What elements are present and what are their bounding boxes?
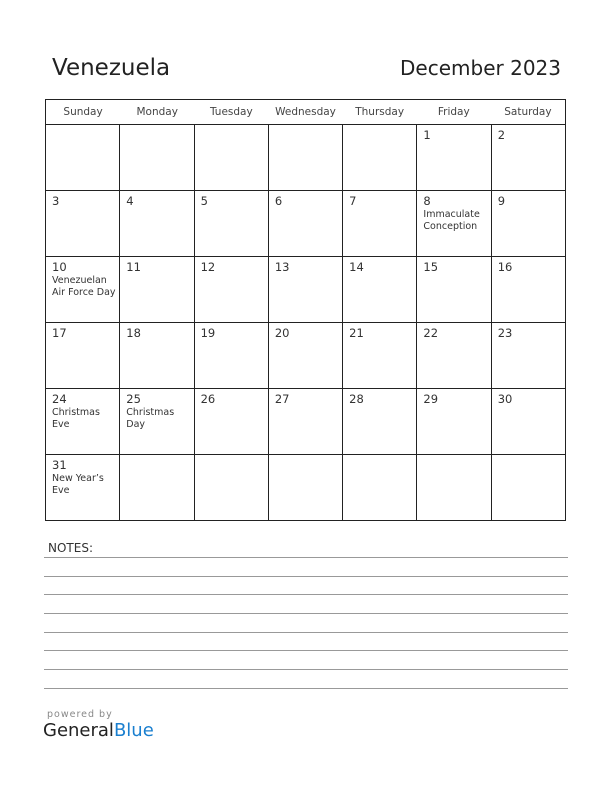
month-title: December 2023 — [400, 56, 561, 80]
holiday-label: New Year’s Eve — [52, 473, 104, 496]
day-cell — [120, 257, 194, 322]
day-cell — [492, 389, 565, 454]
day-number: 1 — [423, 128, 431, 142]
weekday-monday: Monday — [136, 106, 178, 118]
day-number: 28 — [349, 392, 364, 406]
weekday-friday: Friday — [437, 106, 470, 118]
holiday-label: Christmas Eve — [52, 407, 100, 430]
day-cell — [269, 389, 343, 454]
day-number: 12 — [200, 260, 216, 274]
day-number: 7 — [349, 194, 357, 208]
day-number: 21 — [349, 326, 364, 340]
weekday-wednesday: Wednesday — [275, 106, 336, 118]
day-number: 16 — [497, 260, 513, 274]
notes-line — [44, 669, 568, 670]
day-cell — [269, 125, 343, 190]
day-number: 24 — [52, 392, 67, 406]
day-cell — [120, 125, 194, 190]
notes-line — [44, 650, 568, 651]
notes-line — [44, 632, 568, 633]
day-cell — [195, 389, 269, 454]
weekday-header — [46, 100, 565, 125]
day-cell — [417, 257, 491, 322]
day-cell — [46, 389, 120, 454]
day-cell — [269, 455, 343, 520]
day-number: 6 — [274, 194, 283, 208]
day-number: 3 — [52, 194, 60, 208]
day-cell — [46, 125, 120, 190]
notes-line — [44, 557, 568, 558]
day-cell — [46, 257, 120, 322]
day-number: 29 — [423, 392, 439, 406]
day-cell — [492, 455, 565, 520]
weekday-tuesday: Tuesday — [209, 106, 253, 118]
day-cell — [269, 191, 343, 256]
day-cell — [417, 323, 491, 388]
day-number: 19 — [200, 326, 216, 340]
day-cell — [46, 455, 120, 520]
day-number: 8 — [423, 194, 431, 208]
day-cell — [269, 323, 343, 388]
day-number: 15 — [423, 260, 439, 274]
notes-line — [44, 613, 568, 614]
notes-line — [44, 576, 568, 577]
day-number: 11 — [126, 260, 141, 274]
week-row — [46, 455, 565, 520]
day-cell — [195, 323, 269, 388]
day-cell — [417, 125, 491, 190]
country-title: Venezuela — [52, 55, 171, 81]
week-row — [46, 191, 565, 257]
logo-general: General — [43, 720, 114, 741]
weekday-sunday: Sunday — [63, 106, 103, 118]
day-number: 4 — [126, 194, 134, 208]
logo-blue: Blue — [113, 720, 154, 741]
notes-line — [44, 594, 568, 595]
day-cell — [120, 389, 194, 454]
day-cell — [46, 191, 120, 256]
day-cell — [417, 455, 491, 520]
day-cell — [343, 257, 417, 322]
day-cell — [417, 191, 491, 256]
day-number: 9 — [497, 194, 506, 208]
day-cell — [343, 125, 417, 190]
day-number: 25 — [126, 392, 141, 406]
holiday-label: Christmas Day — [126, 407, 175, 430]
day-cell — [195, 257, 269, 322]
day-number: 17 — [52, 326, 67, 340]
week-row — [46, 323, 565, 389]
day-cell — [269, 257, 343, 322]
day-number: 20 — [274, 326, 290, 340]
day-number: 2 — [497, 128, 506, 142]
calendar-grid — [45, 99, 566, 521]
week-row — [46, 125, 565, 191]
day-cell — [492, 323, 565, 388]
day-cell — [417, 389, 491, 454]
day-number: 26 — [200, 392, 216, 406]
week-row — [46, 389, 565, 455]
day-cell — [492, 191, 565, 256]
day-number: 23 — [497, 326, 513, 340]
day-cell — [343, 389, 417, 454]
holiday-label: Immaculate Conception — [423, 209, 480, 232]
weekday-saturday: Saturday — [504, 106, 552, 118]
day-cell — [492, 125, 565, 190]
day-number: 10 — [52, 260, 67, 274]
notes-line — [44, 688, 568, 689]
day-number: 13 — [274, 260, 290, 274]
weekday-thursday: Thursday — [355, 106, 405, 118]
day-cell — [46, 323, 120, 388]
day-number: 30 — [497, 392, 513, 406]
week-row — [46, 257, 565, 323]
day-cell — [195, 125, 269, 190]
day-cell — [343, 323, 417, 388]
day-cell — [492, 257, 565, 322]
day-cell — [343, 191, 417, 256]
day-cell — [343, 455, 417, 520]
powered-by: powered by — [47, 709, 113, 720]
holiday-label: Venezuelan Air Force Day — [52, 275, 116, 298]
day-cell — [195, 191, 269, 256]
notes-label: NOTES: — [48, 541, 93, 555]
generalblue-logo — [43, 720, 154, 741]
day-number: 14 — [349, 260, 364, 274]
day-cell — [120, 191, 194, 256]
day-cell — [195, 455, 269, 520]
day-number: 27 — [274, 392, 290, 406]
day-number: 31 — [52, 458, 67, 472]
day-number: 18 — [126, 326, 141, 340]
day-number: 5 — [200, 194, 208, 208]
day-cell — [120, 455, 194, 520]
day-cell — [120, 323, 194, 388]
day-number: 22 — [423, 326, 439, 340]
